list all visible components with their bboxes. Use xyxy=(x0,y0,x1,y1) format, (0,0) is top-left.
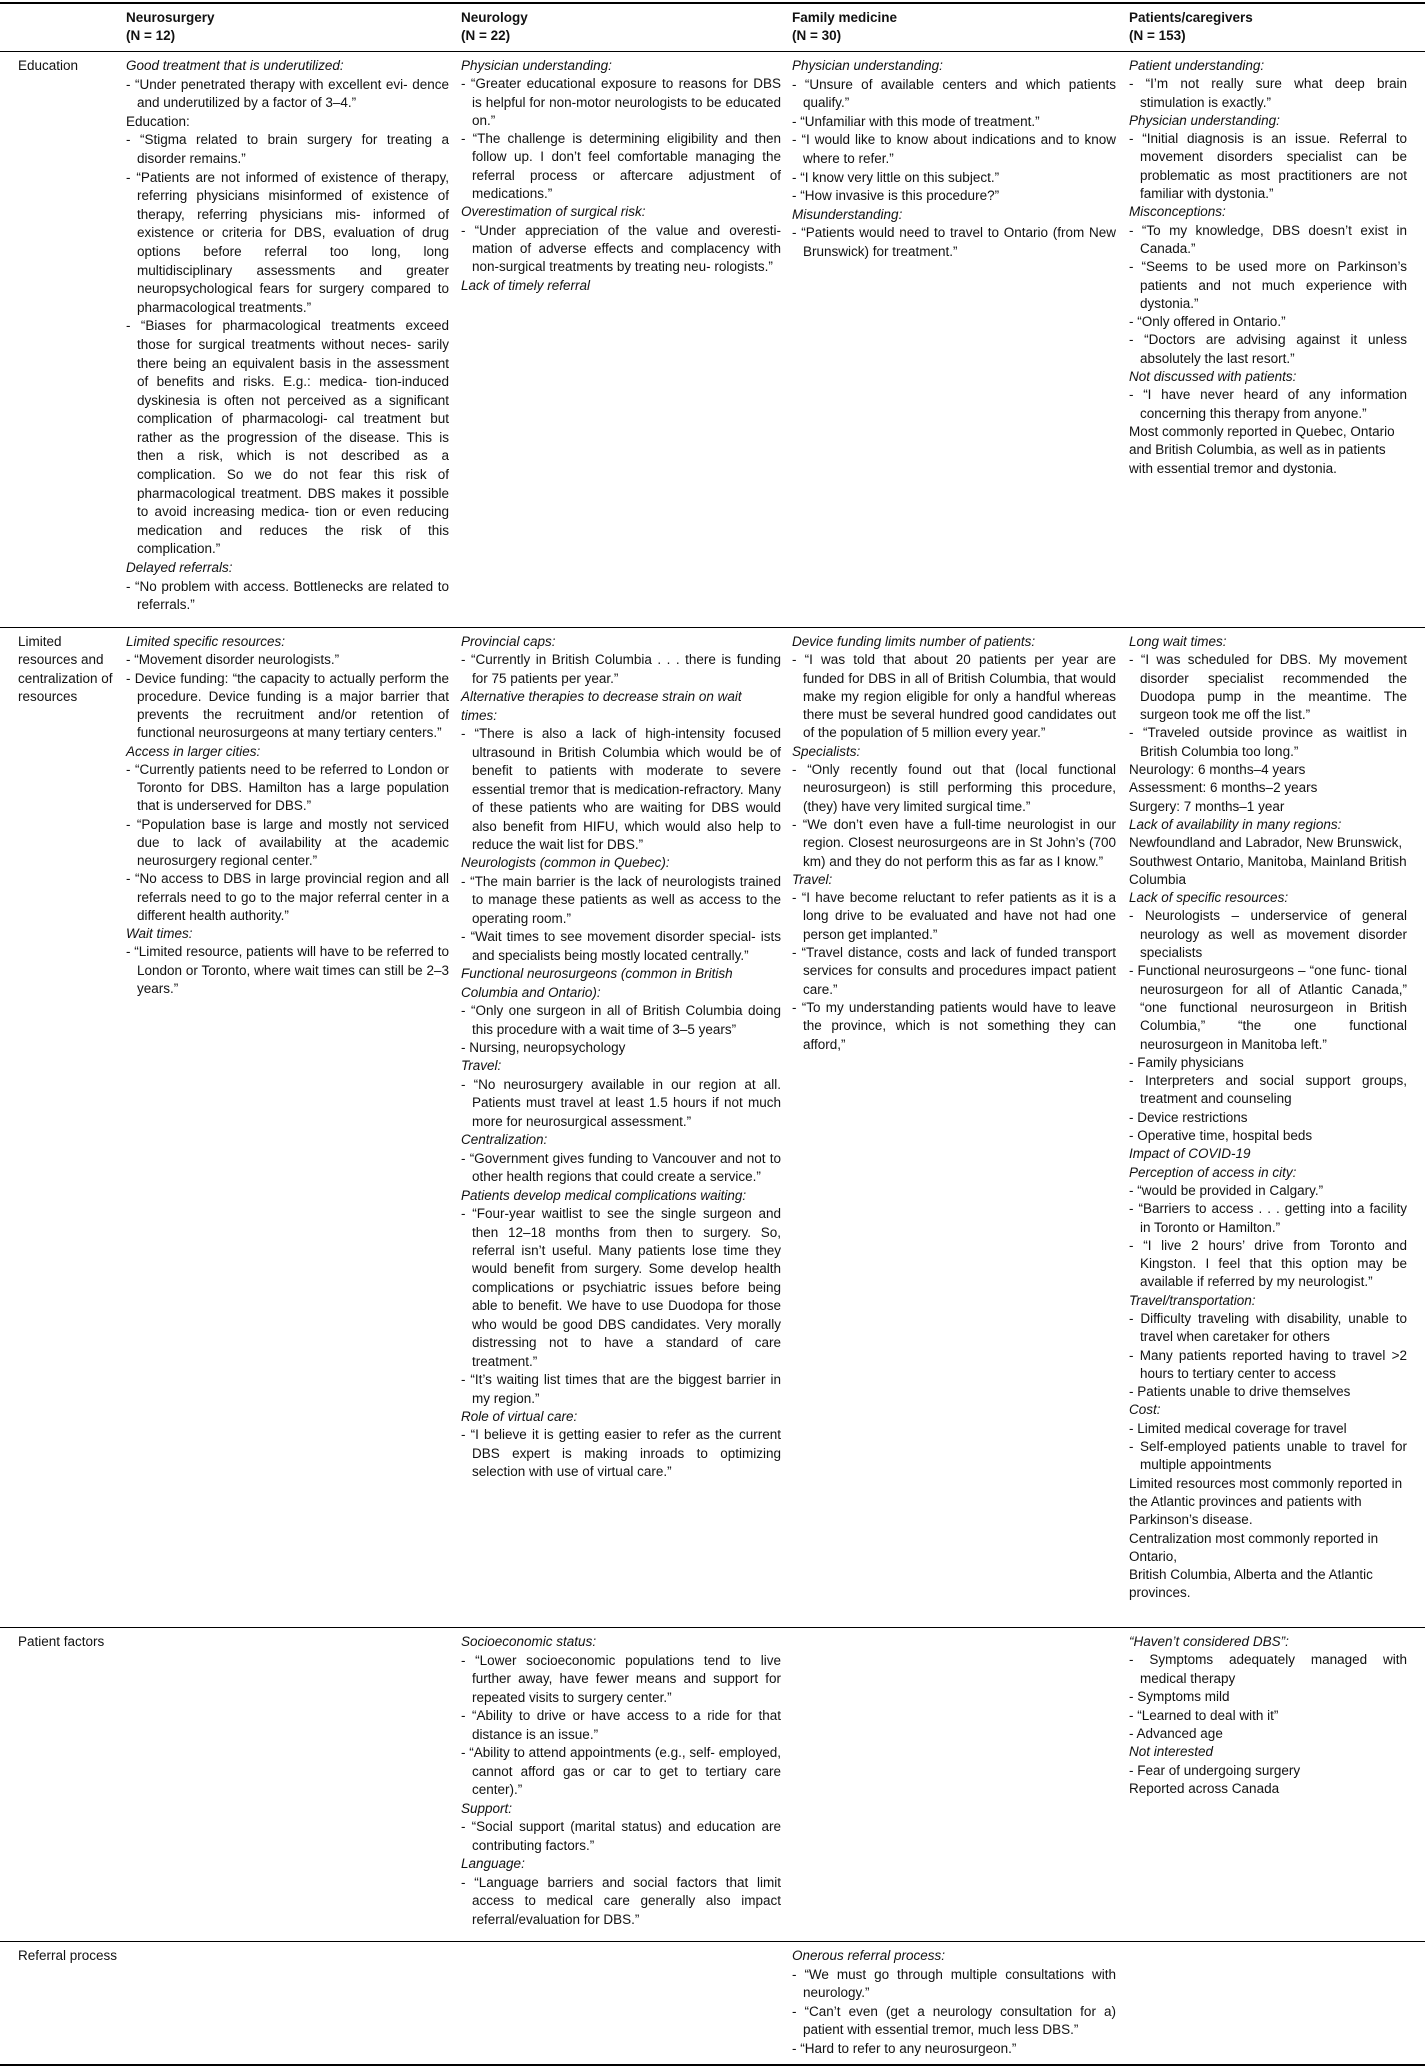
subtheme-heading: Good treatment that is underutilized: xyxy=(126,58,344,73)
subtheme-heading: Travel: xyxy=(792,871,833,887)
subtheme-heading: Not interested xyxy=(1129,1744,1214,1760)
subtheme-heading: Patient understanding: xyxy=(1129,58,1265,73)
subtheme-heading: Patients develop medical complications waiting: xyxy=(461,1187,747,1203)
column-header-neurology xyxy=(461,9,781,46)
column-title: Patients/caregivers xyxy=(1129,10,1253,25)
note-text: Most commonly reported in Quebec, Ontario and British Columbia, as well as in patients with essential tremor and dystonia. xyxy=(1129,423,1395,476)
quote-item: - Fear of undergoing surgery xyxy=(1129,1762,1301,1778)
subtheme-heading: “Haven’t considered DBS”: xyxy=(1129,1634,1289,1649)
column-header-neurosurgery xyxy=(126,9,446,46)
subtheme-heading: Delayed referrals: xyxy=(126,560,233,576)
column-title: Neurosurgery xyxy=(126,10,215,25)
quote-item: - “Barriers to access . . . getting into a facility in Toronto or Hamilton.” xyxy=(1129,1201,1407,1235)
subtheme-heading: Misconceptions: xyxy=(1129,204,1226,220)
column-count: (N = 153) xyxy=(1129,28,1186,44)
quote-item: - “Patients would need to travel to Ontario (from New Brunswick) for treatment.” xyxy=(792,225,1116,259)
subtheme-heading: Limited specific resources: xyxy=(126,634,286,649)
subtheme-heading: Language: xyxy=(461,1856,525,1871)
quote-item: - “No problem with access. Bottlenecks are related to referrals.” xyxy=(126,578,449,613)
quote-item: - “Language barriers and social factors that limit access to medical care generally also impact referral/evaluation for DBS.” xyxy=(461,1874,781,1927)
quote-item: - “Seems to be used more on Parkinson’s patients and not much experience with dystonia.” xyxy=(1129,259,1407,311)
table-cell xyxy=(461,1633,781,1929)
quote-item: - “To my knowledge, DBS doesn’t exist in Canada.” xyxy=(1129,222,1407,256)
quote-item: - “Initial diagnosis is an issue. Referral to movement disorders specialist can be problematic as most practitioners are not familiar with dystonia.” xyxy=(1129,131,1407,202)
quote-item: - Advanced age xyxy=(1129,1726,1223,1742)
table-cell xyxy=(792,57,1116,262)
quote-item: - “No access to DBS in large provincial region and all referrals need to go to the major referral center in a different health authority.” xyxy=(126,871,449,923)
quote-item: - Limited medical coverage for travel xyxy=(1129,1420,1347,1436)
table-cell xyxy=(461,57,781,295)
quote-item: - “Travel distance, costs and lack of funded transport services for consults and procedures impact patient care.” xyxy=(792,945,1116,997)
row-label: Patient factors xyxy=(18,1634,105,1649)
quote-item: - “Only one surgeon in all of British Columbia doing this procedure with a wait time of 3–5 years” xyxy=(461,1003,781,1037)
quote-item: - Operative time, hospital beds xyxy=(1129,1128,1313,1144)
quote-item: - Nursing, neuropsychology xyxy=(461,1039,626,1055)
quote-item: - “Stigma related to brain surgery for treating a disorder remains.” xyxy=(126,132,449,166)
row-label: Referral process xyxy=(18,1948,118,1963)
quote-item: - “Only offered in Ontario.” xyxy=(1129,314,1286,330)
table-cell xyxy=(792,1947,1116,2059)
quote-item: - “Lower socioeconomic populations tend to live further away, have fewer means and support for repeated visits to surgery center.” xyxy=(461,1652,781,1705)
subtheme-heading: Not discussed with patients: xyxy=(1129,369,1297,385)
note-text: Limited resources most commonly reported in the Atlantic provinces and patients with Parkinson’s disease. xyxy=(1129,1475,1403,1528)
column-title: Neurology xyxy=(461,10,528,25)
note-text: Neurology: 6 months–4 years xyxy=(1129,762,1306,778)
note-text: British Columbia, Alberta and the Atlantic provinces. xyxy=(1129,1567,1373,1601)
table-cell xyxy=(126,57,449,615)
column-title: Family medicine xyxy=(792,10,898,25)
quote-item: - “Ability to drive or have access to a ride for that distance is an issue.” xyxy=(461,1708,781,1742)
quote-item: - Symptoms mild xyxy=(1129,1689,1230,1705)
row-rule-1 xyxy=(0,627,1425,628)
quote-item: - “The main barrier is the lack of neurologists trained to manage these patients as well as access to the operating room.” xyxy=(461,873,781,926)
subtheme-heading: Onerous referral process: xyxy=(792,1948,946,1963)
quote-item: - “Greater educational exposure to reasons for DBS is helpful for non-motor neurologists to be educated on.” xyxy=(461,76,781,128)
subtheme-heading: Impact of COVID-19 xyxy=(1129,1146,1251,1162)
quote-item: - “I live 2 hours’ drive from Toronto and Kingston. I feel that this option may be available if referred by my neurologist.” xyxy=(1129,1237,1407,1290)
subtheme-heading: Overestimation of surgical risk: xyxy=(461,204,646,220)
row-label: Limited resources and centralization of resources xyxy=(18,634,113,704)
quote-item: - “The challenge is determining eligibility and then follow up. I don’t feel comfortable managing the referral process or aftercare adjustment of medications.” xyxy=(461,131,781,202)
quote-item: - Difficulty traveling with disability, unable to travel when caretaker for others xyxy=(1129,1310,1407,1345)
quote-item: - “Limited resource, patients will have to be referred to London or Toronto, where wait times can still be 2–3 years.” xyxy=(126,944,449,996)
quote-item: - “I was scheduled for DBS. My movement disorder specialist recommended the Duodopa pump in the meantime. The surgeon took me off the list.” xyxy=(1129,652,1407,723)
quote-item: - “Movement disorder neurologists.” xyxy=(126,652,340,668)
note-text: Education: xyxy=(126,113,190,129)
quote-item: - Patients unable to drive themselves xyxy=(1129,1384,1351,1400)
quote-item: - “Under penetrated therapy with excellent evi- dence and underutilized by a factor of 3–4.” xyxy=(126,76,449,111)
row-label: Education xyxy=(18,58,79,73)
row-rule-2 xyxy=(0,1627,1425,1628)
quote-item: - “I would like to know about indications and to know where to refer.” xyxy=(792,132,1116,166)
quote-item: - “Doctors are advising against it unless absolutely the last resort.” xyxy=(1129,332,1407,366)
subtheme-heading: Support: xyxy=(461,1800,513,1816)
quote-item: - “Unfamiliar with this mode of treatment.” xyxy=(792,113,1040,129)
quote-item: - “We don’t even have a full-time neurologist in our region. Closest neurosurgeons are in St John’s (700 km) and they do not perform this as far as I know.” xyxy=(792,816,1116,869)
subtheme-heading: Role of virtual care: xyxy=(461,1409,578,1425)
quote-item: - Symptoms adequately managed with medical therapy xyxy=(1129,1652,1407,1686)
quote-item: - “Can’t even (get a neurology consultation for a) patient with essential tremor, much less DBS.” xyxy=(792,2003,1116,2038)
subtheme-heading: Alternative therapies to decrease strain on wait times: xyxy=(461,689,742,723)
quote-item: - “Wait times to see movement disorder special- ists and specialists being mostly located centrally.” xyxy=(461,929,781,963)
quote-item: - “I know very little on this subject.” xyxy=(792,169,1000,185)
quote-item: - “I believe it is getting easier to refer as the current DBS expert is making inroads to optimizing selection with use of virtual care.” xyxy=(461,1427,781,1480)
subtheme-heading: Functional neurosurgeons (common in British Columbia and Ontario): xyxy=(461,966,733,1000)
note-text: Newfoundland and Labrador, New Brunswick, Southwest Ontario, Manitoba, Mainland British Columbia xyxy=(1129,835,1407,887)
table-cell xyxy=(126,633,449,998)
quote-item: - Functional neurosurgeons – “one func- tional neurosurgeon for all of Atlantic Canada,” “one functional neurosurgeon in British Columbia,” “the one functional neurosurgeon in Manitoba left.” xyxy=(1129,963,1407,1052)
quote-item: - “It’s waiting list times that are the biggest barrier in my region.” xyxy=(461,1372,781,1406)
quote-item: - “Population base is large and mostly not serviced due to lack of availability at the academic neurosurgery regional center.” xyxy=(126,816,449,868)
quote-item: - “I’m not really sure what deep brain stimulation is exactly.” xyxy=(1129,76,1407,110)
subtheme-heading: Physician understanding: xyxy=(461,58,612,73)
quote-item: - “Ability to attend appointments (e.g., self- employed, cannot afford gas or car to get to tertiary care center).” xyxy=(461,1745,781,1797)
quote-item: - “Only recently found out that (local functional neurosurgeon) is still performing this procedure, (they) have very limited surgical time.” xyxy=(792,762,1116,814)
quote-item: - Family physicians xyxy=(1129,1054,1244,1070)
quote-item: - “Patients are not informed of existence of therapy, referring physicians misinformed of existence of therapy, referring physicians mis- informed of existence or criteria for DBS, evaluation of drug options before referral too long, long multidisciplinary assessments and greater neuropsychological fears for surgery compared to pharmacological treatments.” xyxy=(126,169,449,315)
quote-item: - Many patients reported having to travel >2 hours to tertiary center to access xyxy=(1129,1347,1407,1381)
note-text: Surgery: 7 months–1 year xyxy=(1129,798,1285,814)
quote-item: - “Currently patients need to be referred to London or Toronto for DBS. Hamilton has a large population that is underserved for DBS.” xyxy=(126,761,449,814)
subtheme-heading: Physician understanding: xyxy=(792,58,943,73)
subtheme-heading: Provincial caps: xyxy=(461,634,556,649)
quote-item: - “I have never heard of any information concerning this therapy from anyone.” xyxy=(1129,387,1407,421)
subtheme-heading: Lack of timely referral xyxy=(461,277,591,293)
quote-item: - “To my understanding patients would have to leave the province, which is not something they can afford,” xyxy=(792,999,1116,1052)
subtheme-heading: Travel: xyxy=(461,1058,502,1074)
quote-item: - Interpreters and social support groups, treatment and counseling xyxy=(1129,1073,1407,1107)
table-bottom-rule xyxy=(0,2064,1425,2066)
quote-item: - “Biases for pharmacological treatments exceed those for surgical treatments without neces- sarily there being an equivalent basis in the assessment of benefits and risks. E.g.: medica- tion-induced dyskinesia is often not perceived as a significant complication of pharmacologi- cal treatment but rather as the progression of the disease. This is then a risk, which is not described as a complication. So we do not fear this risk of pharmacological treatment. DBS makes it possible to avoid increasing medica- tion or even reducing medication and reduces the risk of this complication.” xyxy=(126,318,449,557)
subtheme-heading: Access in larger cities: xyxy=(126,743,261,759)
subtheme-heading: Perception of access in city: xyxy=(1129,1164,1297,1180)
quote-item: - “Social support (marital status) and education are contributing factors.” xyxy=(461,1819,781,1853)
quote-item: - “I was told that about 20 patients per year are funded for DBS in all of British Columbia, that would make my region eligible for only a handful whereas there must be several hundred good candidates out of the population of 5 million every year.” xyxy=(792,652,1116,741)
quote-item: - “Traveled outside province as waitlist in British Columbia too long.” xyxy=(1129,725,1407,759)
header-rule xyxy=(0,51,1425,52)
subtheme-heading: Travel/transportation: xyxy=(1129,1292,1256,1308)
quote-item: - “Government gives funding to Vancouver and not to other health regions that could create a service.” xyxy=(461,1150,781,1185)
table-cell xyxy=(461,633,781,1482)
quote-item: - “I have become reluctant to refer patients as it is a long drive to be evaluated and have not had one person get implanted.” xyxy=(792,890,1116,942)
subtheme-heading: Device funding limits number of patients: xyxy=(792,634,1036,649)
table-cell xyxy=(1129,633,1407,1603)
subtheme-heading: Physician understanding: xyxy=(1129,112,1280,128)
subtheme-heading: Misunderstanding: xyxy=(792,206,903,222)
column-header-family-medicine xyxy=(792,9,1112,46)
quote-item: - Device restrictions xyxy=(1129,1109,1248,1125)
subtheme-heading: Neurologists (common in Quebec): xyxy=(461,855,670,871)
quote-item: - “Under appreciation of the value and overesti- mation of adverse effects and complacency with non-surgical treatments by treating neu- rologists.” xyxy=(461,222,781,275)
quote-item: - “would be provided in Calgary.” xyxy=(1129,1182,1324,1198)
column-count: (N = 30) xyxy=(792,28,842,44)
quote-item: - “How invasive is this procedure?” xyxy=(792,188,1000,204)
subtheme-heading: Lack of availability in many regions: xyxy=(1129,816,1342,832)
column-count: (N = 12) xyxy=(126,28,176,44)
table-cell xyxy=(792,633,1116,1054)
table-top-rule xyxy=(0,2,1425,4)
note-text: Reported across Canada xyxy=(1129,1781,1280,1797)
note-text: Assessment: 6 months–2 years xyxy=(1129,780,1318,796)
subtheme-heading: Wait times: xyxy=(126,926,193,941)
column-header-patients-caregivers xyxy=(1129,9,1409,46)
quote-item: - “Currently in British Columbia . . . there is funding for 75 patients per year.” xyxy=(461,652,781,686)
row-rule-3 xyxy=(0,1941,1425,1942)
quote-item: - “Unsure of available centers and which patients qualify.” xyxy=(792,76,1116,111)
quote-item: - “Four-year waitlist to see the single surgeon and then 12–18 months from then to surgery. So, referral isn’t useful. Many patients lose time they would benefit from surgery. Some develop health complications or psychiatric issues before being able to benefit. We have to use Duodopa for those who would be good DBS candidates. Very morally distressing not to have a standard of care treatment.” xyxy=(461,1206,781,1369)
quote-item: - “There is also a lack of high-intensity focused ultrasound in British Columbia which would be of benefit to patients with moderate to severe essential tremor that is medication-refractory. Many of these patients who are waiting for DBS would also benefit from HIFU, which would also help to reduce the wait list for DBS.” xyxy=(461,726,781,852)
quote-item: - Neurologists – underservice of general neurology as well as movement disorder specialists xyxy=(1129,908,1407,961)
column-count: (N = 22) xyxy=(461,28,511,44)
subtheme-heading: Centralization: xyxy=(461,1132,548,1148)
quote-item: - “Hard to refer to any neurosurgeon.” xyxy=(792,2040,1017,2056)
subtheme-heading: Cost: xyxy=(1129,1402,1161,1418)
quote-item: - “Learned to deal with it” xyxy=(1129,1707,1279,1723)
quote-item: - Self-employed patients unable to travel for multiple appointments xyxy=(1129,1439,1407,1473)
quote-item: - “We must go through multiple consultations with neurology.” xyxy=(792,1966,1116,2001)
subtheme-heading: Specialists: xyxy=(792,743,861,759)
subtheme-heading: Socioeconomic status: xyxy=(461,1634,597,1649)
subtheme-heading: Long wait times: xyxy=(1129,634,1227,649)
table-cell xyxy=(1129,57,1407,478)
quote-item: - “No neurosurgery available in our region at all. Patients must travel at least 1.5 hours if not much more for neurosurgical assessment.” xyxy=(461,1076,781,1129)
quote-item: - Device funding: “the capacity to actually perform the procedure. Device funding is a major barrier that prevents the recruitment and/or retention of functional neurosurgeons at many tertiary centers.” xyxy=(126,670,449,741)
subtheme-heading: Lack of specific resources: xyxy=(1129,890,1289,906)
note-text: Centralization most commonly reported in Ontario, xyxy=(1129,1530,1379,1564)
table-cell xyxy=(1129,1633,1407,1799)
